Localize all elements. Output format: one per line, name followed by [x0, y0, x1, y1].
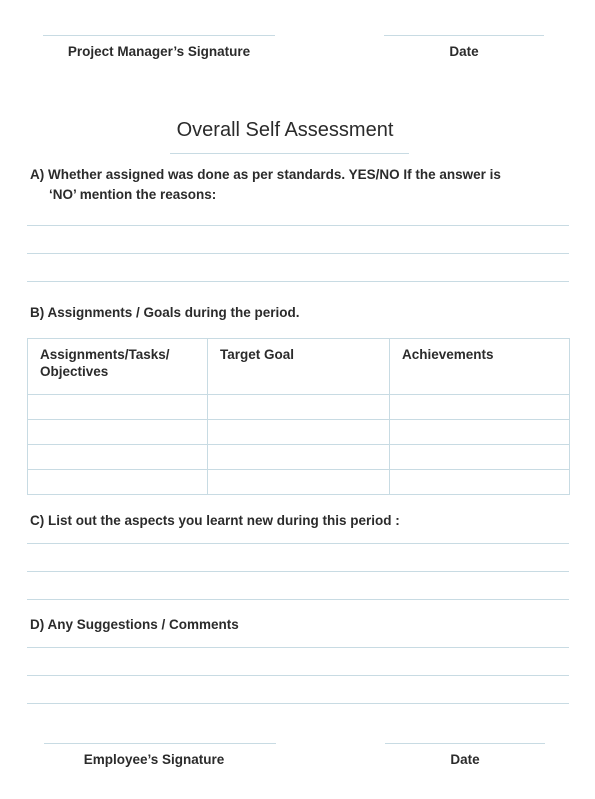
- section-a-answer-line[interactable]: [27, 225, 569, 226]
- table-row: [28, 420, 570, 445]
- goals-table-header-row: [28, 339, 570, 395]
- table-cell[interactable]: [390, 470, 570, 495]
- section-c-answer-line[interactable]: [27, 571, 569, 572]
- section-a-question: [30, 165, 560, 205]
- table-cell[interactable]: [390, 445, 570, 470]
- column-header-target-goal: Target Goal: [208, 339, 390, 395]
- section-c-heading: C) List out the aspects you learnt new during this period :: [30, 513, 400, 528]
- column-header-achievements: Achievements: [390, 339, 570, 395]
- table-row: [28, 395, 570, 420]
- section-b-heading: B) Assignments / Goals during the period.: [30, 305, 300, 320]
- section-d-answer-line[interactable]: [27, 675, 569, 676]
- goals-table: [27, 338, 570, 495]
- title-underline: [170, 153, 409, 154]
- section-c-answer-line[interactable]: [27, 599, 569, 600]
- top-date-label: Date: [449, 44, 479, 59]
- employee-signature-label: Employee’s Signature: [83, 752, 225, 767]
- employee-signature-line: [44, 743, 276, 744]
- section-d-answer-line[interactable]: [27, 703, 569, 704]
- column-header-assignments: Assignments/Tasks/ Objectives: [28, 339, 208, 395]
- section-c-answer-line[interactable]: [27, 543, 569, 544]
- bottom-date-line: [385, 743, 545, 744]
- section-a-line1: A) Whether assigned was done as per standards. YES/NO If the answer is: [30, 167, 501, 182]
- section-a-answer-line[interactable]: [27, 253, 569, 254]
- table-cell[interactable]: [28, 470, 208, 495]
- top-date-line: [384, 35, 544, 36]
- table-cell[interactable]: [208, 395, 390, 420]
- section-a-answer-line[interactable]: [27, 281, 569, 282]
- table-cell[interactable]: [390, 420, 570, 445]
- table-cell[interactable]: [28, 420, 208, 445]
- table-cell[interactable]: [208, 420, 390, 445]
- section-a-line2: ‘NO’ mention the reasons:: [49, 187, 217, 202]
- manager-signature-line: [43, 35, 275, 36]
- page-title: Overall Self Assessment: [176, 119, 394, 141]
- manager-signature-label: Project Manager’s Signature: [67, 44, 251, 59]
- bottom-date-label: Date: [450, 752, 480, 767]
- table-cell[interactable]: [208, 470, 390, 495]
- table-row: [28, 470, 570, 495]
- section-d-heading: D) Any Suggestions / Comments: [30, 617, 239, 632]
- table-row: [28, 445, 570, 470]
- table-cell[interactable]: [208, 445, 390, 470]
- table-cell[interactable]: [28, 445, 208, 470]
- table-cell[interactable]: [390, 395, 570, 420]
- table-cell[interactable]: [28, 395, 208, 420]
- section-d-answer-line[interactable]: [27, 647, 569, 648]
